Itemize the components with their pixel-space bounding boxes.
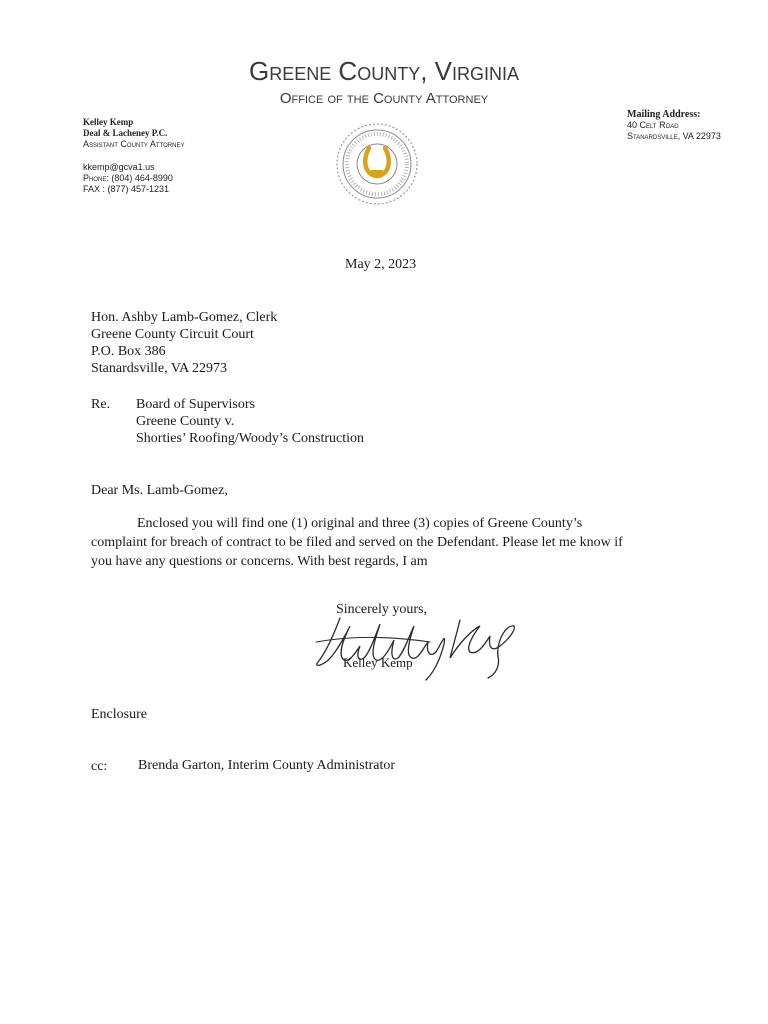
handwritten-signature — [310, 612, 525, 687]
cc-label: cc: — [91, 759, 108, 774]
re-subject — [136, 396, 364, 447]
recipient-line: Greene County Circuit Court — [91, 327, 254, 342]
county-seal-icon — [334, 121, 420, 207]
attorney-phone: Phone: (804) 464-8990 — [83, 173, 173, 183]
mailing-street: 40 Celt Road — [627, 120, 679, 130]
attorney-name: Kelley Kemp — [83, 117, 134, 127]
letterhead-county-title: Greene County, Virginia — [248, 56, 520, 86]
attorney-email: kkemp@gcva1.us — [83, 162, 155, 172]
attorney-fax: FAX : (877) 457-1231 — [83, 184, 170, 194]
re-line: Board of Supervisors — [136, 397, 255, 412]
re-line: Greene County v. — [136, 414, 235, 429]
recipient-address — [91, 309, 277, 377]
attorney-title: Assistant County Attorney — [83, 139, 185, 149]
body-line: complaint for breach of contract to be filed and served on the Defendant. Please let me know if — [91, 535, 623, 550]
attorney-firm: Deal & Lacheney P.C. — [83, 128, 168, 138]
salutation: Dear Ms. Lamb-Gomez, — [91, 483, 228, 498]
recipient-line: P.O. Box 386 — [91, 344, 166, 359]
body-line: you have any questions or concerns. With best regards, I am — [91, 554, 428, 569]
enclosure-note: Enclosure — [91, 707, 147, 722]
mailing-address-label: Mailing Address: — [627, 109, 701, 120]
re-line: Shorties’ Roofing/Woody’s Construction — [136, 431, 365, 446]
closing: Sincerely yours, — [336, 602, 427, 617]
letter-body — [91, 514, 691, 571]
mailing-address-block — [627, 109, 721, 142]
recipient-line: Hon. Ashby Lamb-Gomez, Clerk — [91, 310, 278, 325]
signer-name: Kelley Kemp — [343, 655, 413, 670]
letterhead-office-title: Office of the County Attorney — [279, 90, 489, 107]
cc-recipient: Brenda Garton, Interim County Administrator — [138, 758, 396, 773]
letter-date: May 2, 2023 — [345, 257, 417, 272]
attorney-contact-block — [83, 117, 184, 195]
mailing-city: Stanardsville, VA 22973 — [627, 131, 721, 141]
body-line: Enclosed you will find one (1) original and three (3) copies of Greene County’s — [137, 516, 583, 531]
recipient-line: Stanardsville, VA 22973 — [91, 361, 227, 376]
re-label: Re. — [91, 397, 111, 412]
